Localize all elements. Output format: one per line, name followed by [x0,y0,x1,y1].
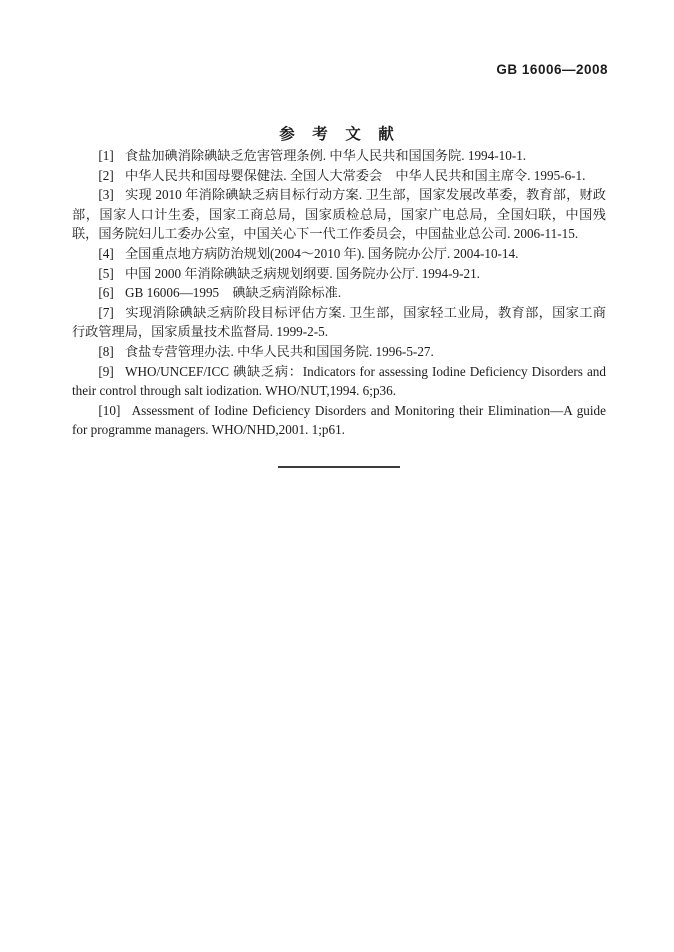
reference-label: [5] [98,265,114,281]
references-title: 参 考 文 献 [279,126,395,143]
reference-item [72,362,606,401]
reference-text: 食盐专营管理办法. 中华人民共和国国务院. 1996-5-27. [125,343,434,359]
reference-text: 全国重点地方病防治规划(2004～2010 年). 国务院办公厅. 2004-10-14. [125,245,519,261]
reference-label: [2] [98,167,114,183]
reference-list [72,146,606,468]
reference-item [72,244,606,264]
reference-label: [1] [98,148,114,163]
reference-item [72,401,606,440]
reference-text: WHO/UNCEF/ICC 碘缺乏病：Indicators for assessing Iodine Deficiency Disorders and their control through salt iodization. WHO/NUT,1994. 6;p36. [72,363,606,399]
reference-label: [9] [98,363,114,379]
reference-item [72,146,606,166]
reference-label: [6] [98,285,114,301]
standard-number: GB 16006—2008 [496,62,608,77]
reference-item [72,283,606,303]
reference-label: [7] [98,304,114,320]
reference-item [72,264,606,284]
reference-label: [10] [98,402,121,418]
reference-text: 食盐加碘消除碘缺乏危害管理条例. 中华人民共和国国务院. 1994-10-1. [125,148,527,163]
reference-text: 实现消除碘缺乏病阶段目标评估方案. 卫生部，国家轻工业局，教育部，国家工商行政管理局，国家质量技术监督局. 1999-2-5. [72,304,606,340]
reference-text: Assessment of Iodine Deficiency Disorders and Monitoring their Elimination—A guide for programme managers. WHO/NHD,2001. 1;p61. [72,402,606,438]
reference-item [72,185,606,244]
reference-item [72,166,606,186]
reference-text: 中华人民共和国母婴保健法. 全国人大常委会 中华人民共和国主席令. 1995-6-1. [125,167,586,183]
reference-item [72,342,606,362]
reference-text: 中国 2000 年消除碘缺乏病规划纲要. 国务院办公厅. 1994-9-21. [125,265,480,281]
reference-item [72,303,606,342]
reference-text: 实现 2010 年消除碘缺乏病目标行动方案. 卫生部，国家发展改革委，教育部，财政部，国家人口计生委，国家工商总局，国家质检总局，国家广电总局，全国妇联，中国残联，国务院妇儿工委办公室，中国关心下一代工作委员会，中国盐业总公司. 2006-11-15. [72,187,606,242]
reference-label: [3] [98,187,114,203]
reference-label: [4] [98,245,114,261]
end-of-document-rule [278,466,400,468]
reference-text: GB 16006—1995 碘缺乏病消除标准. [125,285,342,301]
reference-label: [8] [98,343,114,359]
